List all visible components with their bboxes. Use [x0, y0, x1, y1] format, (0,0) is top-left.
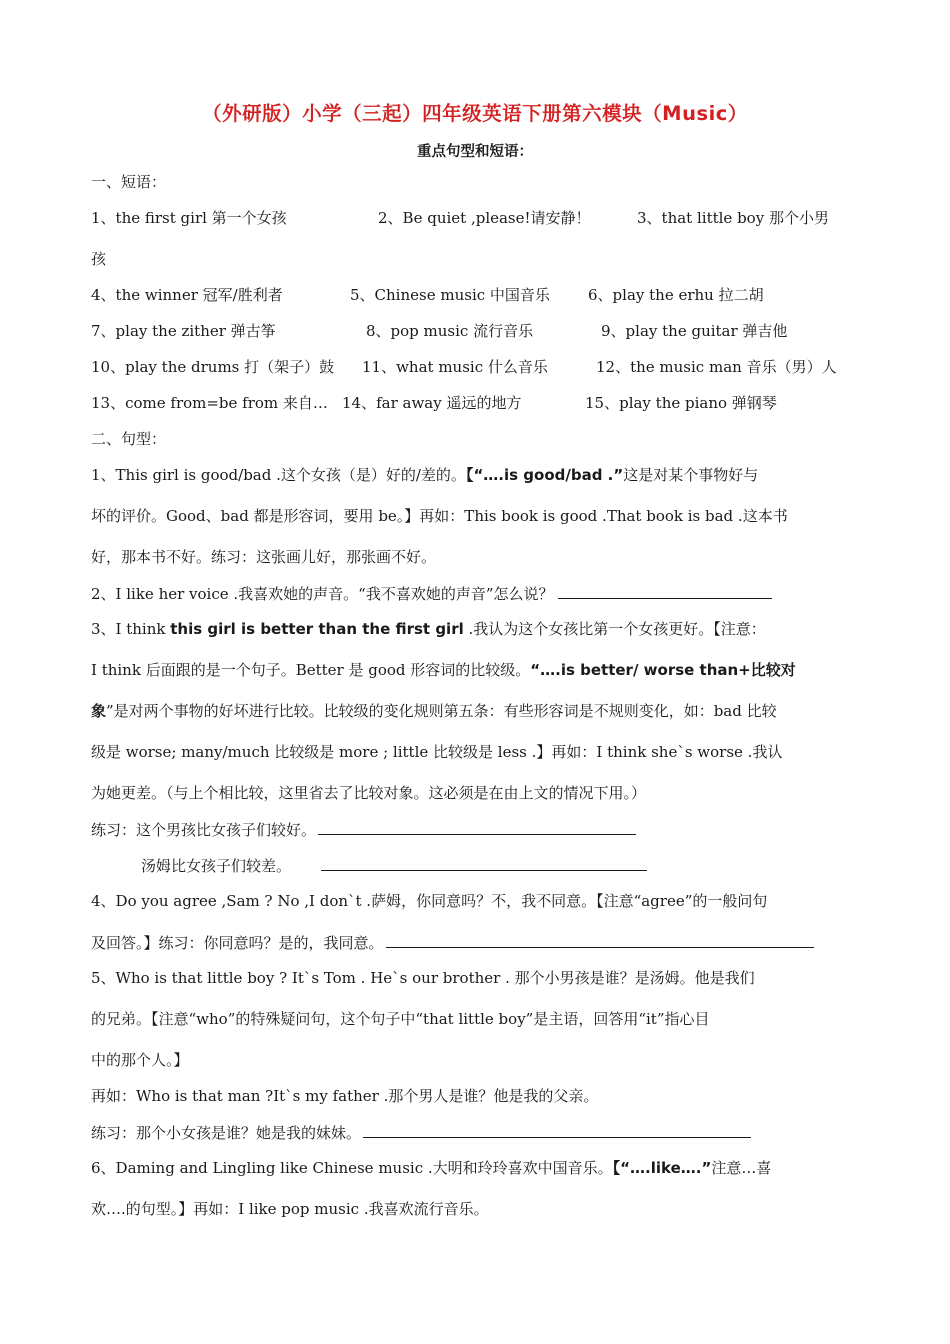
phrase-item: 14、far away 遥远的地方: [342, 394, 522, 412]
phrase-item: 5、Chinese music 中国音乐: [350, 286, 550, 304]
answer-blank[interactable]: [318, 818, 636, 835]
sentence-emphasis: “….is better/ worse than+比较对: [530, 661, 796, 679]
phrase-item: 孩: [91, 250, 107, 268]
practice-prompt: 汤姆比女孩子们较差。: [141, 857, 292, 875]
phrase-item: 11、what music 什么音乐: [362, 358, 548, 376]
practice-prompt: 练习：这个男孩比女孩子们较好。: [91, 821, 317, 839]
sentence-5-line-3: 中的那个人。】: [91, 1051, 189, 1069]
answer-blank[interactable]: [558, 582, 772, 599]
phrase-item: 12、the music man 音乐（男）人: [596, 358, 837, 376]
practice-line: [91, 1121, 751, 1144]
sentence-5: 5、Who is that little boy ? It`s Tom . He`s our brother . 那个小男孩是谁？是汤姆。他是我们: [91, 969, 755, 987]
sentence-text: ”是对两个事物的好坏进行比较。比较级的变化规则第五条：有些形容词是不规则变化，如：bad 比较: [106, 702, 777, 720]
sentence-3-line-5: 为她更差。（与上个相比较，这里省去了比较对象。这必须是在由上文的情况下用。）: [91, 784, 647, 802]
sentence-text: 2、I like her voice .我喜欢她的声音。“我不喜欢她的声音”怎么说？: [91, 585, 554, 603]
phrase-item: 8、pop music 流行音乐: [366, 322, 534, 340]
sentence-6: [91, 1157, 771, 1179]
sentence-text: .我认为这个女孩比第一个女孩更好。【注意：: [463, 620, 766, 638]
sentence-3-line-2: [91, 659, 796, 681]
sentence-5-line-4: 再如：Who is that man ?It`s my father .那个男人是谁？他是我的父亲。: [91, 1087, 599, 1105]
sentence-3-line-3: [91, 700, 777, 722]
phrase-item: 1、the first girl 第一个女孩: [91, 209, 287, 227]
sentence-text: 3、I think: [91, 620, 171, 638]
phrase-item: 15、play the piano 弹钢琴: [585, 394, 777, 412]
phrase-item: 6、play the erhu 拉二胡: [588, 286, 764, 304]
answer-blank[interactable]: [363, 1121, 751, 1138]
phrase-item: 7、play the zither 弹古筝: [91, 322, 276, 340]
page-title: （外研版）小学（三起）四年级英语下册第六模块（Music）: [202, 102, 748, 125]
sentence-1: [91, 464, 758, 486]
sentence-text: 这是对某个事物好与: [623, 466, 759, 484]
sentence-emphasis: 【“….like….”: [612, 1159, 712, 1177]
practice-line: [141, 854, 647, 877]
sentence-text: 注意…喜: [711, 1159, 772, 1177]
sentence-5-line-2: 的兄弟。【注意“who”的特殊疑问句，这个句子中“that little boy”是主语，回答用“it”指心目: [91, 1010, 710, 1028]
section-heading-sentences: 二、句型：: [91, 430, 167, 448]
phrase-item: 3、that little boy 那个小男: [637, 209, 829, 227]
phrase-item: 2、Be quiet ,please!请安静！: [378, 209, 591, 227]
sentence-3-line-4: 级是 worse; many/much 比较级是 more ; little 比较级是 less .】再如：I think she`s worse .我认: [91, 743, 783, 761]
phrase-item: 13、come from=be from 来自…: [91, 394, 328, 412]
sentence-2: [91, 582, 772, 605]
sentence-1-line-2: 坏的评价。Good、bad 都是形容词，要用 be。】再如：This book is good .That book is bad .这本书: [91, 507, 788, 525]
page-subtitle: 重点句型和短语：: [417, 144, 533, 160]
practice-prompt: 及回答。】练习：你同意吗？是的，我同意。: [91, 934, 384, 952]
sentence-4: 4、Do you agree ,Sam ? No ,I don`t .萨姆，你同意吗？不，我不同意。【注意“agree”的一般问句: [91, 892, 768, 910]
sentence-4-line-2: [91, 931, 814, 954]
practice-line: [91, 818, 636, 841]
phrase-item: 9、play the guitar 弹吉他: [601, 322, 788, 340]
sentence-text: 6、Daming and Lingling like Chinese music .大明和玲玲喜欢中国音乐。: [91, 1159, 613, 1177]
answer-blank[interactable]: [321, 854, 647, 871]
sentence-emphasis: 象: [91, 702, 107, 720]
answer-blank[interactable]: [386, 931, 814, 948]
sentence-text: I think 后面跟的是一个句子。Better 是 good 形容词的比较级。: [91, 661, 531, 679]
phrase-item: 4、the winner 冠军/胜利者: [91, 286, 283, 304]
sentence-1-line-3: 好，那本书不好。练习：这张画儿好，那张画不好。: [91, 548, 437, 566]
practice-prompt: 练习：那个小女孩是谁？她是我的妹妹。: [91, 1124, 362, 1142]
sentence-emphasis: 【“….is good/bad .”: [465, 466, 624, 484]
sentence-3: [91, 618, 766, 640]
sentence-6-line-2: 欢….的句型。】再如：I like pop music .我喜欢流行音乐。: [91, 1200, 489, 1218]
section-heading-phrases: 一、短语：: [91, 173, 167, 191]
sentence-emphasis: this girl is better than the first girl: [170, 620, 464, 638]
phrase-item: 10、play the drums 打（架子）鼓: [91, 358, 335, 376]
sentence-text: 1、This girl is good/bad .这个女孩（是）好的/差的。: [91, 466, 466, 484]
